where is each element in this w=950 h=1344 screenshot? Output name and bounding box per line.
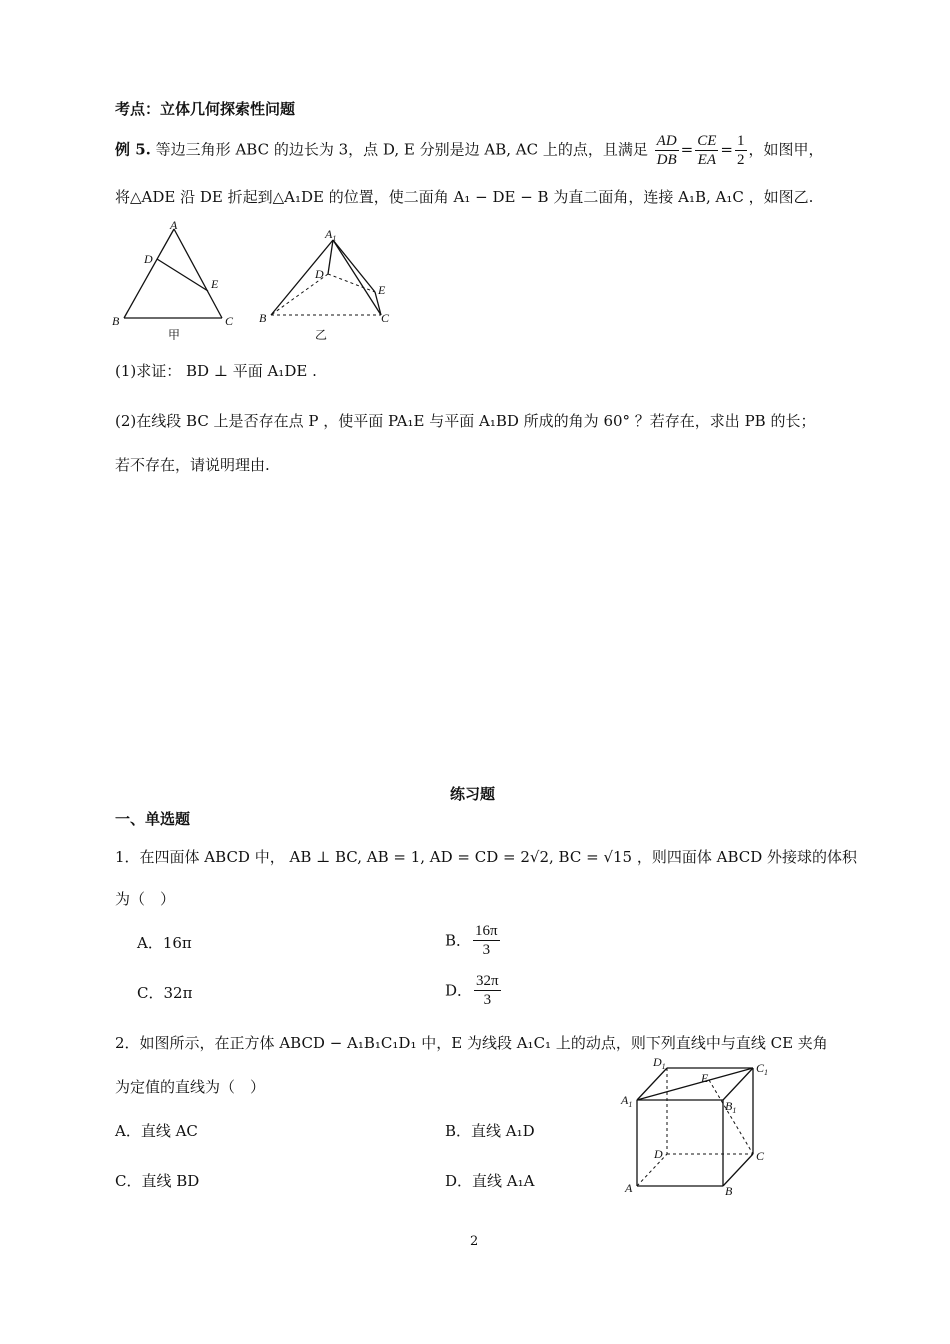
practice-q1-option-c: C．32π	[137, 984, 193, 1002]
practice-q1-option-a: A．16π	[137, 934, 192, 952]
label-c1: $C_1$	[756, 1061, 769, 1077]
practice-q2-option-b: B．直线 A₁D	[445, 1122, 535, 1140]
edge-a1e	[333, 240, 375, 292]
edge-a1b	[271, 240, 333, 315]
example-line-1: 例 5. 等边三角形 ABC 的边长为 3，点 D, E 分别是边 AB, AC 上的点，且满足 $\frac{AD}{DB}$ = $\frac{CE}{EA}$ = $\frac{1}{2}$ ，如图甲，	[115, 133, 824, 168]
label-e: E	[378, 283, 386, 297]
practice-q1-line-1: 1．在四面体 ABCD 中， AB ⊥ BC, AB = 1, AD = CD = 2√2, BC = √15 ，则四面体 ABCD 外接球的体积	[115, 848, 858, 866]
label-d: D	[315, 267, 324, 281]
edge-ab	[124, 229, 174, 318]
label-a: A	[625, 1181, 633, 1195]
label-a1: $A_1$	[325, 227, 337, 243]
figure-triangle-jia	[108, 215, 243, 340]
fraction-ad-db: $\frac{AD}{DB}$	[656, 133, 677, 168]
practice-title: 练习题	[450, 785, 496, 803]
fraction-one-half: $\frac{1}{2}$	[737, 133, 745, 168]
label-a: A	[170, 218, 178, 232]
figure-caption-yi: 乙	[315, 328, 328, 342]
practice-q2-option-c: C．直线 BD	[115, 1172, 200, 1190]
practice-q1-line-2: 为（ ）	[115, 890, 176, 908]
page-number: 2	[470, 1234, 479, 1249]
figure-fold-yi	[255, 222, 405, 347]
label-c: C	[756, 1149, 765, 1163]
practice-q2-option-d: D．直线 A₁A	[445, 1172, 535, 1190]
example-text-b: ，如图甲，	[748, 140, 824, 159]
label-d: D	[654, 1147, 663, 1161]
example-line-2: 将△ADE 沿 DE 折起到△A₁DE 的位置，使二面角 A₁ − DE − B 为直二面角，连接 A₁B, A₁C ，如图乙.	[115, 188, 814, 206]
label-c: C	[225, 314, 234, 328]
label-a1: $A_1$	[621, 1093, 633, 1109]
label-b: B	[725, 1184, 733, 1198]
practice-q2-option-a: A．直线 AC	[115, 1122, 198, 1140]
example-text-a: 等边三角形 ABC 的边长为 3，点 D, E 分别是边 AB, AC 上的点，且满足	[155, 140, 648, 159]
question-2-line-1: (2)在线段 BC 上是否存在点 P ，使平面 PA₁E 与平面 A₁BD 所成的角为 60° ？若存在，求出 PB 的长；	[115, 412, 816, 430]
question-2-line-2: 若不存在，请说明理由.	[115, 456, 270, 474]
fraction-ce-ea: $\frac{CE}{EA}$	[697, 133, 717, 168]
example-label: 例 5.	[115, 140, 151, 159]
edge-a1c	[333, 240, 381, 315]
label-b1: $B_1$	[725, 1099, 737, 1115]
label-b: B	[259, 311, 267, 325]
practice-subtitle: 一、单选题	[115, 810, 191, 828]
question-1: (1)求证： BD ⊥ 平面 A₁DE .	[115, 362, 317, 380]
edge-a1c1	[637, 1068, 753, 1100]
label-c: C	[381, 311, 390, 325]
section-title: 考点：立体几何探索性问题	[115, 100, 296, 118]
figure-caption-jia: 甲	[168, 328, 181, 340]
label-d1: $D_1$	[653, 1055, 666, 1071]
label-b: B	[112, 314, 120, 328]
edge-de	[157, 259, 208, 291]
label-e: E	[701, 1071, 709, 1085]
practice-q2-line-2: 为定值的直线为（ ）	[115, 1078, 266, 1096]
practice-q1-option-b: B． $\frac{16\pi}{3}$	[445, 923, 498, 958]
practice-q1-option-d: D． $\frac{32\pi}{3}$	[445, 973, 499, 1008]
practice-q2-line-1: 2．如图所示，在正方体 ABCD − A₁B₁C₁D₁ 中，E 为线段 A₁C₁ 上的动点，则下列直线中与直线 CE 夹角	[115, 1034, 828, 1052]
figure-cube	[615, 1052, 775, 1202]
edge-bc	[723, 1154, 753, 1186]
label-d: D	[144, 252, 153, 266]
label-e: E	[211, 277, 219, 291]
